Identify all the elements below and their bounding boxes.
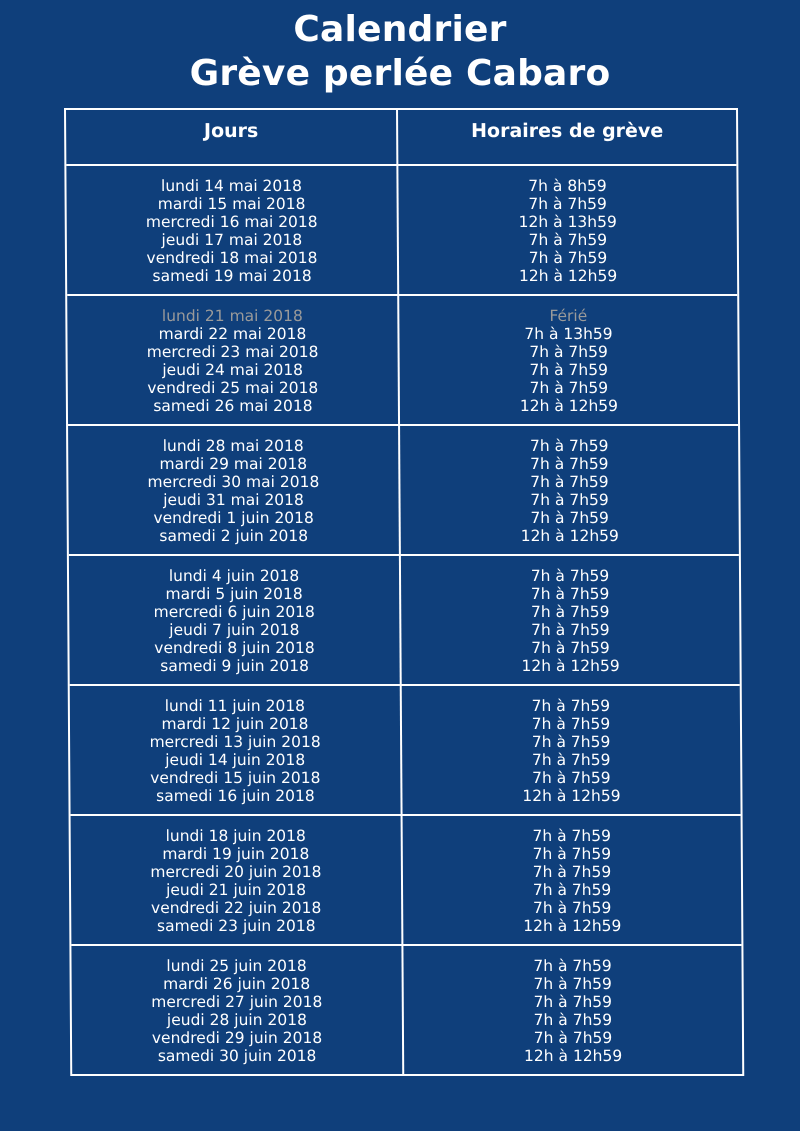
strike-hours: 7h à 7h59: [532, 863, 612, 881]
day-label: mardi 15 mai 2018: [157, 195, 306, 213]
day-label: mercredi 30 mai 2018: [147, 473, 320, 491]
strike-hours: 7h à 7h59: [532, 827, 611, 845]
header-days: Jours: [66, 110, 398, 164]
day-label: mardi 26 juin 2018: [163, 975, 311, 993]
table-header-row: [66, 110, 736, 164]
strike-hours: 7h à 7h59: [533, 1011, 613, 1029]
strike-hours: 7h à 7h59: [531, 733, 611, 751]
week-days-cell: [71, 946, 404, 1074]
day-label: vendredi 25 mai 2018: [147, 379, 319, 397]
day-label: mercredi 27 juin 2018: [151, 993, 323, 1011]
week-row: [71, 814, 742, 944]
strike-hours: 7h à 7h59: [529, 343, 608, 361]
strike-hours: 7h à 7h59: [532, 881, 612, 899]
strike-hours: 7h à 7h59: [532, 845, 612, 863]
day-label: samedi 23 juin 2018: [156, 917, 316, 935]
day-label: mardi 5 juin 2018: [165, 585, 303, 603]
strike-hours: 7h à 7h59: [529, 379, 609, 397]
week-days-cell: [68, 426, 401, 554]
day-label: mardi 29 mai 2018: [159, 455, 308, 473]
strike-hours: 7h à 7h59: [531, 697, 611, 715]
strike-hours: 7h à 7h59: [531, 751, 611, 769]
day-label: samedi 30 juin 2018: [157, 1047, 317, 1065]
strike-hours: 7h à 7h59: [529, 437, 609, 455]
week-row: [71, 944, 742, 1074]
day-label: jeudi 7 juin 2018: [169, 621, 300, 639]
week-row: [69, 554, 740, 684]
day-label: lundi 4 juin 2018: [168, 567, 300, 585]
day-label: samedi 16 juin 2018: [156, 787, 315, 805]
day-label: vendredi 18 mai 2018: [146, 249, 318, 267]
week-row: [68, 424, 739, 554]
day-label: mercredi 13 juin 2018: [149, 733, 321, 751]
day-label: vendredi 8 juin 2018: [154, 639, 315, 657]
day-label: vendredi 29 juin 2018: [151, 1029, 323, 1047]
strike-hours: 7h à 7h59: [531, 639, 610, 657]
strike-hours: 7h à 8h59: [528, 177, 607, 195]
page-title: [0, 8, 800, 96]
strike-hours: 12h à 12h59: [523, 917, 622, 935]
day-label: jeudi 14 juin 2018: [165, 751, 306, 769]
strike-hours: 12h à 12h59: [520, 527, 619, 545]
day-label: samedi 9 juin 2018: [160, 657, 310, 675]
strike-hours: 12h à 12h59: [518, 267, 618, 285]
day-label: lundi 14 mai 2018: [160, 177, 303, 195]
strike-hours: 7h à 7h59: [532, 899, 612, 917]
day-label: lundi 11 juin 2018: [164, 697, 306, 715]
strike-hours: 7h à 13h59: [524, 325, 613, 343]
strike-hours: 7h à 7h59: [530, 603, 610, 621]
strike-hours: 7h à 7h59: [529, 361, 608, 379]
week-days-cell: [69, 556, 402, 684]
strike-hours: 7h à 7h59: [533, 975, 612, 993]
week-days-cell: [70, 686, 403, 814]
title-line-2: Grève perlée Cabaro: [189, 53, 611, 94]
day-label: mardi 19 juin 2018: [162, 845, 310, 863]
week-row: [67, 294, 738, 424]
strike-hours: 7h à 7h59: [533, 993, 613, 1011]
strike-hours: 12h à 12h59: [522, 787, 621, 805]
strike-hours: 7h à 7h59: [533, 957, 612, 975]
day-label: vendredi 1 juin 2018: [153, 509, 314, 527]
strike-hours: 12h à 13h59: [518, 213, 617, 231]
week-row: [66, 164, 737, 294]
strike-hours: 7h à 7h59: [530, 567, 610, 585]
strike-hours: 7h à 7h59: [530, 473, 609, 491]
header-hours: Horaires de grève: [471, 120, 664, 142]
day-label: lundi 18 juin 2018: [165, 827, 306, 845]
strike-hours: 7h à 7h59: [532, 769, 611, 787]
strike-hours: 7h à 7h59: [531, 621, 610, 639]
title-line-1: Calendrier: [293, 9, 507, 50]
week-hours-cell: [402, 686, 741, 814]
week-hours-cell: [400, 426, 739, 554]
day-label: lundi 28 mai 2018: [162, 437, 304, 455]
strike-hours: 12h à 12h59: [519, 397, 619, 415]
day-label: vendredi 15 juin 2018: [150, 769, 321, 787]
week-days-cell: [71, 816, 404, 944]
week-hours-cell: [401, 556, 740, 684]
day-label: mardi 12 juin 2018: [161, 715, 309, 733]
day-label: samedi 2 juin 2018: [159, 527, 309, 545]
day-label: lundi 25 juin 2018: [166, 957, 307, 975]
day-label: jeudi 28 juin 2018: [166, 1011, 307, 1029]
day-label: vendredi 22 juin 2018: [150, 899, 322, 917]
day-label: jeudi 24 mai 2018: [162, 361, 304, 379]
weeks-container: [66, 164, 742, 1074]
day-label: mercredi 20 juin 2018: [150, 863, 322, 881]
week-hours-cell: [398, 166, 737, 294]
week-days-cell: [66, 166, 399, 294]
strike-hours: 7h à 7h59: [533, 1029, 613, 1047]
strike-hours: 7h à 7h59: [531, 715, 611, 733]
day-label: jeudi 21 juin 2018: [165, 881, 307, 899]
strike-hours: 7h à 7h59: [530, 491, 609, 509]
day-label: mercredi 6 juin 2018: [153, 603, 315, 621]
strike-hours: 7h à 7h59: [530, 585, 610, 603]
strike-schedule-table: [64, 108, 744, 1076]
week-row: [70, 684, 741, 814]
day-label: samedi 26 mai 2018: [153, 397, 313, 415]
day-label: mercredi 23 mai 2018: [146, 343, 319, 361]
holiday-label: Férié: [549, 307, 588, 325]
strike-hours: 7h à 7h59: [528, 195, 607, 213]
week-days-cell: [67, 296, 400, 424]
strike-hours: 7h à 7h59: [530, 509, 609, 527]
day-label: mercredi 16 mai 2018: [145, 213, 318, 231]
day-label: lundi 21 mai 2018: [161, 307, 303, 325]
day-label: jeudi 17 mai 2018: [161, 231, 303, 249]
week-hours-cell: [399, 296, 738, 424]
strike-hours: 12h à 12h59: [523, 1047, 623, 1065]
week-hours-cell: [403, 816, 742, 944]
strike-hours: 7h à 7h59: [528, 231, 608, 249]
day-label: samedi 19 mai 2018: [152, 267, 312, 285]
week-hours-cell: [403, 946, 742, 1074]
strike-hours: 7h à 7h59: [528, 249, 608, 267]
day-label: mardi 22 mai 2018: [158, 325, 307, 343]
day-label: jeudi 31 mai 2018: [163, 491, 304, 509]
strike-hours: 12h à 12h59: [521, 657, 620, 675]
strike-hours: 7h à 7h59: [530, 455, 609, 473]
